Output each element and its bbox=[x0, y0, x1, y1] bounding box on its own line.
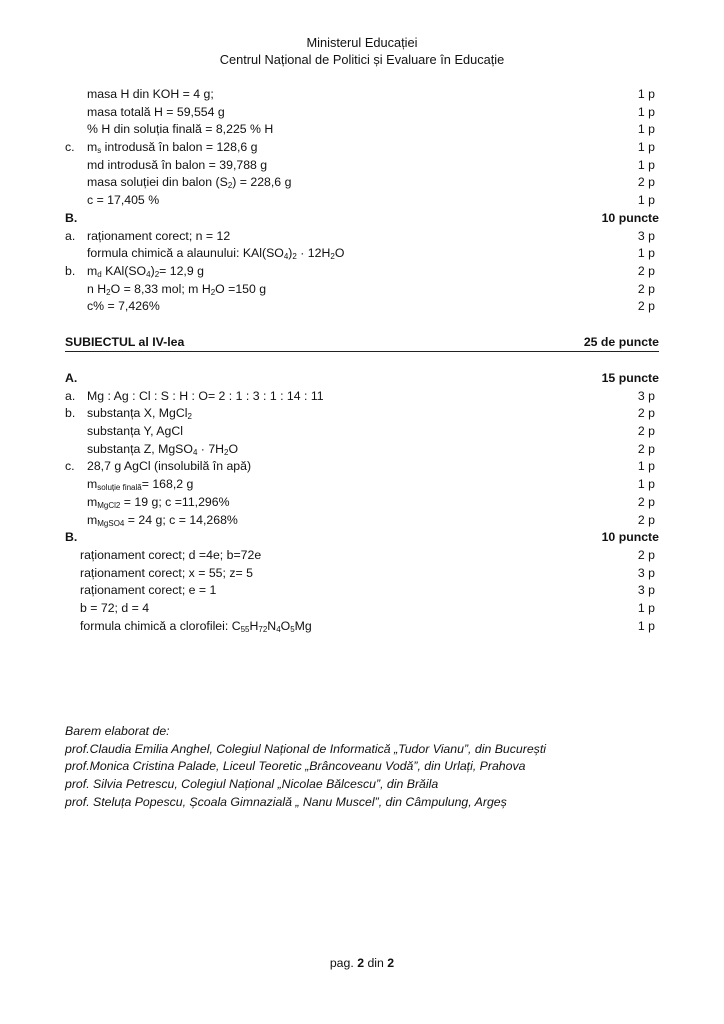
subscript: d bbox=[97, 269, 102, 279]
scoring-row bbox=[65, 174, 659, 192]
subscript: MgSO4 bbox=[97, 518, 125, 528]
row-text bbox=[80, 618, 312, 636]
subscript: 72 bbox=[258, 624, 268, 634]
row-label: B. bbox=[65, 530, 78, 545]
section-heading-row bbox=[65, 210, 659, 228]
barem-title: Barem elaborat de: bbox=[65, 724, 170, 738]
text-segment: = 19 g; c =11,296% bbox=[120, 494, 230, 509]
row-text bbox=[80, 600, 149, 618]
row-text bbox=[87, 245, 344, 263]
row-points: 2 p bbox=[637, 406, 655, 421]
text-segment: m bbox=[87, 140, 98, 155]
page-prefix: pag. bbox=[329, 956, 358, 970]
row-points: 3 p bbox=[637, 583, 655, 598]
scoring-row bbox=[65, 104, 659, 122]
row-points: 1 p bbox=[637, 157, 655, 172]
subject-heading bbox=[65, 334, 659, 352]
row-text bbox=[87, 192, 159, 210]
text-segment: N bbox=[267, 618, 277, 633]
text-segment: m bbox=[87, 494, 98, 509]
row-points: 2 p bbox=[637, 441, 655, 456]
author-line: prof. Silvia Petrescu, Colegiul Național „Nicolae Bălcescu”, din Brăila bbox=[65, 777, 439, 792]
scoring-row bbox=[65, 121, 659, 139]
text-segment: b = 72; d = 4 bbox=[80, 600, 150, 615]
row-points: 1 p bbox=[637, 104, 655, 119]
row-points: 1 p bbox=[637, 193, 655, 208]
text-segment: KAl(SO bbox=[101, 263, 147, 278]
text-segment: m bbox=[87, 477, 98, 492]
text-segment: introdusă în balon = 128,6 g bbox=[101, 140, 258, 155]
row-text bbox=[87, 104, 225, 122]
row-points: 1 p bbox=[637, 618, 655, 633]
subscript: soluție finală bbox=[97, 483, 142, 493]
text-segment: n H bbox=[87, 281, 107, 296]
scoring-row bbox=[65, 547, 659, 565]
text-segment: formula chimică a alaunului: KAl(SO bbox=[87, 246, 284, 261]
subscript: 55 bbox=[240, 624, 250, 634]
row-text bbox=[87, 388, 324, 406]
subscript: MgCl2 bbox=[97, 500, 121, 510]
text-segment: H bbox=[249, 618, 259, 633]
text-segment: O bbox=[334, 246, 345, 261]
text-segment: substanța Y, AgCl bbox=[87, 424, 183, 439]
text-segment: masa totală H = 59,554 g bbox=[87, 104, 225, 119]
subscript: 5 bbox=[290, 624, 295, 634]
row-label: b. bbox=[65, 406, 76, 421]
total-pages: 2 bbox=[387, 956, 395, 970]
row-label: c. bbox=[65, 459, 75, 474]
row-text bbox=[87, 512, 238, 530]
row-text bbox=[87, 494, 230, 512]
scoring-row bbox=[65, 139, 659, 157]
text-segment: ) bbox=[150, 263, 155, 278]
row-text bbox=[87, 139, 257, 157]
row-label: B. bbox=[65, 210, 78, 225]
subscript: 2 bbox=[210, 287, 216, 297]
text-segment: c = 17,405 % bbox=[87, 193, 160, 208]
scoring-row bbox=[65, 157, 659, 175]
row-points: 1 p bbox=[637, 246, 655, 261]
text-segment: = 12,9 g bbox=[159, 263, 204, 278]
scoring-row bbox=[65, 86, 659, 104]
text-segment: m bbox=[87, 263, 98, 278]
subject-points: 25 de puncte bbox=[583, 335, 659, 349]
row-points: 10 puncte bbox=[601, 210, 659, 225]
row-points: 1 p bbox=[637, 122, 655, 137]
text-segment: O bbox=[280, 618, 291, 633]
row-label: c. bbox=[65, 140, 75, 155]
row-label: a. bbox=[65, 228, 76, 243]
row-points: 2 p bbox=[637, 547, 655, 562]
page-mid: din bbox=[364, 956, 388, 970]
row-points: 2 p bbox=[637, 299, 655, 314]
scoring-row bbox=[65, 405, 659, 423]
subscript: 2 bbox=[106, 287, 111, 297]
row-points: 1 p bbox=[637, 459, 655, 474]
text-segment: · 7H bbox=[197, 441, 225, 456]
row-points: 3 p bbox=[637, 565, 655, 580]
subscript: 4 bbox=[146, 269, 151, 279]
row-text bbox=[87, 458, 251, 476]
row-text bbox=[80, 582, 216, 600]
page-number bbox=[0, 956, 724, 970]
subject-title: SUBIECTUL al IV-lea bbox=[65, 335, 185, 349]
text-segment: O = 8,33 mol; m H bbox=[110, 281, 211, 296]
text-segment: c% = 7,426% bbox=[87, 299, 160, 314]
subscript: 2 bbox=[154, 269, 160, 279]
subscript: s bbox=[97, 146, 102, 156]
text-segment: ) bbox=[288, 246, 293, 261]
text-segment: Mg bbox=[294, 618, 312, 633]
row-text bbox=[87, 423, 183, 441]
scoring-row bbox=[65, 281, 659, 299]
text-segment: O =150 g bbox=[215, 281, 267, 296]
scoring-row bbox=[65, 600, 659, 618]
scoring-row bbox=[65, 298, 659, 316]
text-segment: = 24 g; c = 14,268% bbox=[124, 512, 238, 527]
row-points: 2 p bbox=[637, 281, 655, 296]
row-points: 1 p bbox=[637, 87, 655, 101]
subscript: 2 bbox=[224, 447, 229, 457]
subject-iv-scoring bbox=[65, 370, 659, 635]
text-segment: ) = 228,6 g bbox=[232, 175, 292, 190]
row-text bbox=[87, 121, 273, 139]
header-center: Centrul Național de Politici și Evaluare în Educație bbox=[219, 52, 505, 67]
subscript: 2 bbox=[330, 252, 335, 262]
text-segment: masa H din KOH = 4 g; bbox=[87, 87, 214, 101]
text-segment: = 168,2 g bbox=[141, 477, 194, 492]
row-points: 1 p bbox=[637, 477, 655, 492]
scoring-row bbox=[65, 494, 659, 512]
row-text bbox=[87, 298, 160, 316]
scoring-row bbox=[65, 192, 659, 210]
row-label: b. bbox=[65, 263, 76, 278]
row-text bbox=[87, 157, 267, 175]
author-line: prof.Monica Cristina Palade, Liceul Teoretic „Brâncoveanu Vodă”, din Urlați, Prahova bbox=[65, 759, 526, 774]
row-points: 2 p bbox=[637, 512, 655, 527]
scoring-row bbox=[65, 245, 659, 263]
row-text bbox=[87, 476, 193, 494]
section-heading-row bbox=[65, 370, 659, 388]
text-segment: 28,7 g AgCl (insolubilă în apă) bbox=[87, 459, 252, 474]
text-segment: formula chimică a clorofilei: C bbox=[80, 618, 241, 633]
scoring-row bbox=[65, 458, 659, 476]
scoring-row bbox=[65, 476, 659, 494]
row-text bbox=[87, 281, 266, 299]
row-text bbox=[87, 174, 291, 192]
scoring-row bbox=[65, 441, 659, 459]
row-text bbox=[87, 441, 238, 459]
row-label: a. bbox=[65, 388, 76, 403]
current-page: 2 bbox=[357, 956, 365, 970]
text-segment: substanța X, MgCl bbox=[87, 406, 188, 421]
text-segment: · 12H bbox=[296, 246, 331, 261]
row-points: 15 puncte bbox=[601, 371, 659, 385]
row-text bbox=[87, 228, 230, 246]
text-segment: raționament corect; e = 1 bbox=[80, 583, 217, 598]
author-line: prof. Steluța Popescu, Școala Gimnazială „ Nanu Muscel”, din Câmpulung, Argeș bbox=[65, 794, 507, 809]
text-segment: m bbox=[87, 512, 98, 527]
row-points: 10 puncte bbox=[601, 530, 659, 545]
subscript: 4 bbox=[192, 447, 198, 457]
text-segment: % H din soluția finală = 8,225 % H bbox=[87, 122, 274, 137]
subscript: 4 bbox=[276, 624, 281, 634]
scoring-row bbox=[65, 582, 659, 600]
header-ministry: Ministerul Educației bbox=[306, 35, 418, 50]
text-segment: md introdusă în balon = 39,788 g bbox=[87, 157, 268, 172]
barem-authors bbox=[65, 723, 546, 811]
row-text bbox=[80, 547, 261, 565]
subscript: 2 bbox=[187, 412, 192, 422]
row-points: 1 p bbox=[637, 140, 655, 155]
scoring-row bbox=[65, 423, 659, 441]
scoring-row bbox=[65, 618, 659, 636]
author-line: prof.Claudia Emilia Anghel, Colegiul Național de Informatică „Tudor Vianu”, din București bbox=[65, 741, 546, 756]
row-text bbox=[80, 565, 253, 583]
row-points: 1 p bbox=[637, 600, 655, 615]
row-text bbox=[87, 263, 204, 281]
row-text bbox=[87, 405, 192, 423]
text-segment: substanța Z, MgSO bbox=[87, 441, 193, 456]
text-segment: O bbox=[228, 441, 239, 456]
scoring-row bbox=[65, 512, 659, 530]
text-segment: raționament corect; x = 55; z= 5 bbox=[80, 565, 253, 580]
row-text bbox=[87, 86, 214, 104]
scoring-row bbox=[65, 565, 659, 583]
subscript: 2 bbox=[227, 181, 233, 191]
scoring-row bbox=[65, 388, 659, 406]
scoring-row bbox=[65, 228, 659, 246]
scoring-section-continued bbox=[65, 86, 659, 316]
subscript: 4 bbox=[283, 252, 289, 262]
section-heading-row bbox=[65, 529, 659, 547]
row-label: A. bbox=[65, 371, 78, 385]
text-segment: raționament corect; d =4e; b=72e bbox=[80, 547, 262, 562]
row-points: 2 p bbox=[637, 424, 655, 439]
text-segment: masa soluției din balon (S bbox=[87, 175, 228, 190]
subscript: 2 bbox=[292, 252, 297, 262]
text-segment: Mg : Ag : Cl : S : H : O= 2 : 1 : 3 : 1 : 14 : 11 bbox=[87, 388, 324, 403]
row-points: 2 p bbox=[637, 263, 655, 278]
row-points: 2 p bbox=[637, 175, 655, 190]
row-points: 3 p bbox=[637, 388, 655, 403]
scoring-row bbox=[65, 263, 659, 281]
row-points: 2 p bbox=[637, 494, 655, 509]
row-points: 3 p bbox=[637, 228, 655, 243]
text-segment: raționament corect; n = 12 bbox=[87, 228, 231, 243]
